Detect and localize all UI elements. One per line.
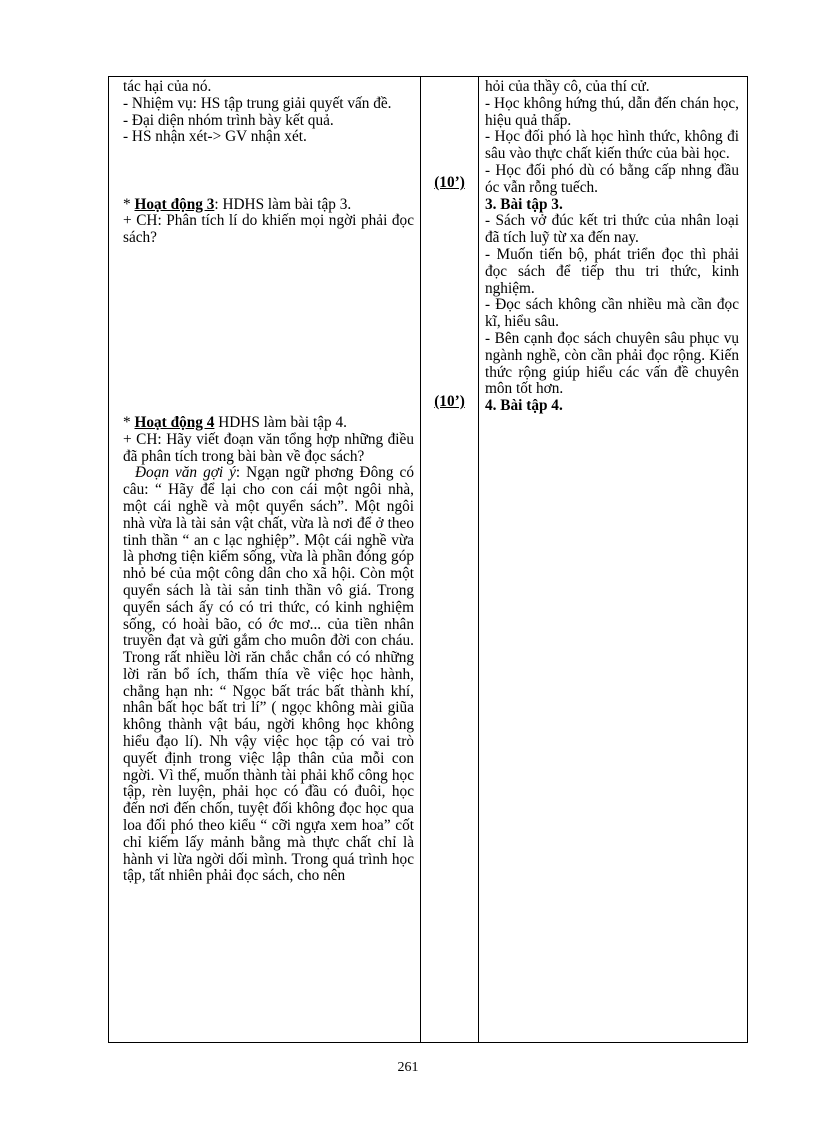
text-line: - Học đối phó dù có bằng cấp nhng đầu óc vẫn rỗng tuếch. [485,161,739,196]
activity-3-text: : HDHS làm bài tập 3. [214,195,352,213]
activity-4-question: + CH: Hãy viết đoạn văn tổng hợp những điều đã phân tích trong bài bàn về đọc sách? [123,430,414,465]
text-line: - Đại diện nhóm trình bày kết quả. [123,111,334,129]
activity-3-question: + CH: Phân tích lí do khiến mọi ngời phải đọc sách? [123,212,414,247]
time-column [421,77,479,1042]
text-line: - Sách vở đúc kết tri thức của nhân loại đã tích luỹ từ xa đến nay. [485,212,739,247]
text-line: - Muốn tiến bộ, phát triển đọc thì phải đọc sách để tiếp thu tri thức, kinh nghiệm. [485,245,739,297]
text-line: - Học không hứng thú, dẫn đến chán học, hiệu quả thấp. [485,94,739,129]
activity-3-title: Hoạt động 3 [134,195,215,213]
bullet: * [123,195,135,213]
exercise-4-title: 4. Bài tập 4. [485,397,563,415]
time-label-1: (10’) [434,174,465,191]
text-line: hỏi của thầy cô, của thí cử. [485,78,650,95]
exercise-3-title: 3. Bài tập 3. [485,195,563,213]
text-line: tác hại của nó. [123,78,212,95]
sample-paragraph-text: : Ngạn ngữ phơng Đông có câu: “ Hãy để lại cho con cái một ngôi nhà, một cái nghề và một quyển sách”. Một ngôi nhà vừa là tài sản vật chất, vừa là nơi để ở theo tinh thần “ an c lạc nghiệp”. Một cái nghề vừa là phơng tiện kiếm sống, vừa là phần đóng góp nhỏ bé của một công dân cho xã hội. Còn một quyển sách là tài sản tinh thần vô giá. Trong quyển sách ấy có có tri thức, có kinh nghiệm sống, có hoài bão, có ớc mơ... của tiền nhân truyền đạt và gửi gắm cho muôn đời con cháu. Trong rất nhiều lời răn chắc chắn có có những lời răn bổ ích, thấm thía về việc học hành, chẳng hạn nh: “ Ngọc bất trác bất thành khí, nhân bất học bất tri lí” ( ngọc không mài giũa không thành vật báu, ngời không học không hiểu đạo lí). Nh vậy việc học tập có vai trò quyết định trong việc lập thân của mỗi con ngời. Vì thế, muốn thành tài phải khổ công học tập, rèn luyện, phải học có đầu có đuôi, học đến nơi đến chốn, tuyệt đối không đọc học qua loa đối phó theo kiểu “ cỡi ngựa xem hoa” cốt chỉ kiếm lấy mảnh bằng mà thực chất chỉ là hành vi lừa ngời dối mình. Trong quá trình học tập, tất nhiên phải đọc sách, cho nên [123,464,414,885]
sample-paragraph-label: Đoạn văn gợi ý [135,464,236,482]
content-column [479,77,747,1042]
time-label-2: (10’) [434,393,465,410]
activity-4-text: HDHS làm bài tập 4. [214,413,347,431]
page-number: 261 [397,1060,419,1075]
activity-column [109,77,421,1042]
text-line: - Nhiệm vụ: HS tập trung giải quyết vấn đề. [123,94,392,112]
text-line: - Đọc sách không cần nhiều mà cần đọc kĩ, hiểu sâu. [485,296,739,331]
activity-4-heading [123,415,414,432]
lesson-table [108,76,748,1043]
bullet: * [123,413,135,431]
text-line: - Học đối phó là học hình thức, không đi sâu vào thực chất kiến thức của bài học. [485,128,739,163]
sample-paragraph [123,465,414,885]
activity-4-title: Hoạt động 4 [134,413,215,431]
text-line: - HS nhận xét-> GV nhận xét. [123,128,307,146]
activity-3-heading [123,197,414,214]
text-line: - Bên cạnh đọc sách chuyên sâu phục vụ ngành nghề, còn cần phải đọc rộng. Kiến thức rộng giúp hiểu các vấn đề chuyên môn tốt hơn. [485,329,739,398]
